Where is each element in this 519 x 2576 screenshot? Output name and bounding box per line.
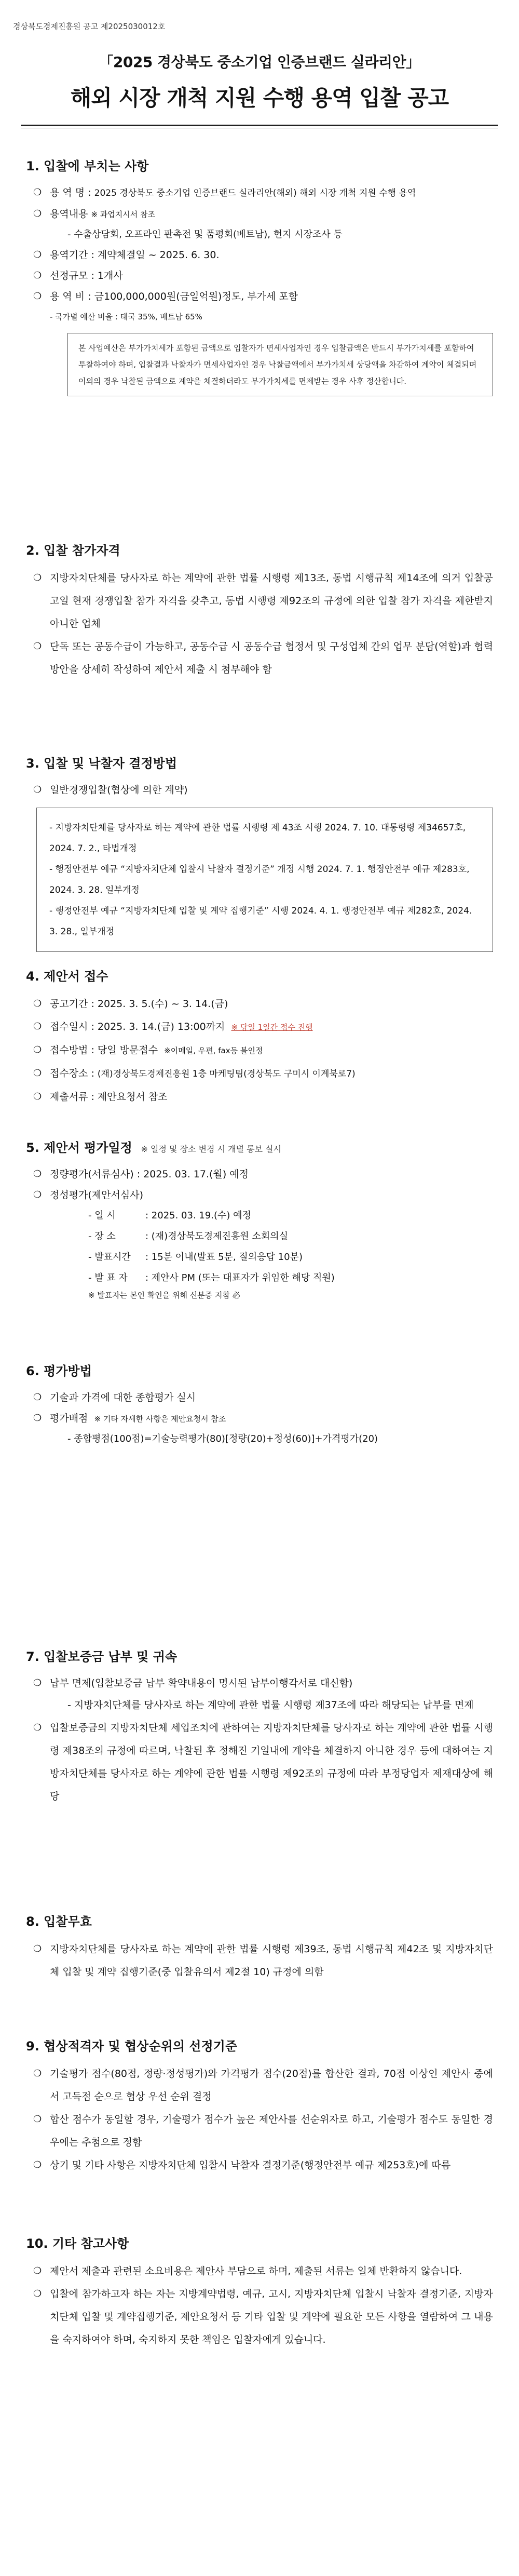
vat-notice-box: 본 사업예산은 부가가치세가 포함된 금액으로 입찰자가 면세사업자인 경우 입찰금액은 반드시 부가가치세를 포함하여 투찰하여야 하며, 입찰결과 낙찰자가 면세사업자인 경우 낙찰금액에서 부가가치세 상당액을 차감하여 계약이 체결되며 이외의 경우 낙찰된 금액으로 계약을 체결하더라도 부가가치세를 면제받는 경우 사후 정산합니다. <box>67 333 493 396</box>
budget-ratio: - 국가별 예산 비율 : 태국 35%, 베트남 65% <box>50 312 202 321</box>
section-7 <box>26 1646 493 1808</box>
list-sub-item: - 지방자치단체를 당사자로 하는 계약에 관한 법률 시행령 제37조에 따라 해당되는 납부를 면제 <box>67 1699 474 1711</box>
list-item: ❍ 납부 면제(입찰보증금 납부 확약내용이 명시된 납부이행각서로 대신함) <box>33 1678 353 1689</box>
list-item: ❍ 지방자치단체를 당사자로 하는 계약에 관한 법률 시행령 제13조, 동법 시행규칙 제14조에 의거 입찰공고일 현재 경쟁입찰 참가 자격을 갖추고, 동법 시행령 제92조의 규정에 의한 입찰 참가 자격을 제한받지 아니한 업체 <box>33 572 493 629</box>
section-9 <box>26 2036 493 2177</box>
eval-time: - 발표시간 : 15분 이내(발표 5분, 질의응답 10분) <box>88 1252 303 1263</box>
item-receipt-date: ❍ 접수일시 : 2025. 3. 14.(금) 13:00까지 ※ 당일 1일간 접수 진행 <box>33 1021 313 1032</box>
title-divider <box>21 125 498 128</box>
list-item: ❍ 기술평가 점수(80점, 정량·정성평가)와 가격평가 점수(20점)를 합산한 결과, 70점 이상인 제안사 중에서 고득점 순으로 협상 우선 순위 결정 <box>33 2068 493 2102</box>
list-item: ❍ 입찰에 참가하고자 하는 자는 지방계약법령, 예규, 고시, 지방자치단체 입찰시 낙찰자 결정기준, 지방자치단체 입찰 및 계약집행기준, 제안요청서 등 기타 입찰 및 계약에 필요한 모든 사항을 열람하여 그 내용을 숙지하여야 하며, 숙지하지 못한 책임은 입찰자에게 있습니다. <box>33 2288 493 2345</box>
section-heading: 2. 입찰 참가자격 <box>26 543 120 558</box>
item-cost: ❍ 용 역 비 : 금100,000,000원(금일억원)정도, 부가세 포함 <box>33 291 298 302</box>
section-heading: 5. 제안서 평가일정 <box>26 1141 132 1155</box>
section-heading: 6. 평가방법 <box>26 1364 92 1378</box>
section-heading: 9. 협상적격자 및 협상순위의 선정기준 <box>26 2039 237 2054</box>
list-item: ❍ 제안서 제출과 관련된 소요비용은 제안사 부담으로 하며, 제출된 서류는 일체 반환하지 않습니다. <box>33 2265 462 2277</box>
list-item: ❍ 상기 및 기타 사항은 지방자치단체 입찰시 낙찰자 결정기준(행정안전부 예규 제253호)에 따름 <box>33 2159 451 2171</box>
legal-basis-box: - 지방자치단체를 당사자로 하는 계약에 관한 법률 시행령 제 43조 시행 2024. 7. 10. 대통령령 제34657호, 2024. 7. 2., 타법개정 - 행정안전부 예규 “지방자치단체 입찰시 낙찰자 결정기준” 개정 시행 2024. 7. 1. 행정안전부 예규 제283호, 2024. 3. 28. 일부개정 - 행정안전부 예규 “지방자치단체 입찰 및 계약 집행기준” 시행 2024. 4. 1. 행정안전부 예규 제282호, 2024. 3. 28., 일부개정 <box>36 808 493 952</box>
section-6 <box>26 1361 493 1449</box>
list-item: ❍ 지방자치단체를 당사자로 하는 계약에 관한 법률 시행령 제39조, 동법 시행규칙 제42조 및 지방자치단체 입찰 및 계약 집행기준(중 입찰유의서 제2절 10) 규정에 의함 <box>33 1943 493 1978</box>
item-service-content: ❍ 용역내용 ※ 과업지시서 참조 <box>33 208 156 220</box>
section-heading: 10. 기타 참고사항 <box>26 2236 129 2251</box>
section-heading: 4. 제안서 접수 <box>26 969 108 984</box>
item-notice-period: ❍ 공고기간 : 2025. 3. 5.(수) ~ 3. 14.(금) <box>33 998 228 1010</box>
item-quant-eval: ❍ 정량평가(서류심사) : 2025. 03. 17.(월) 예정 <box>33 1169 249 1180</box>
section-heading: 1. 입찰에 부치는 사항 <box>26 159 149 173</box>
item-scale: ❍ 선정규모 : 1개사 <box>33 270 123 281</box>
title-block <box>15 51 504 112</box>
title-subtitle: 「2025 경상북도 중소기업 인증브랜드 실라리안」 <box>99 53 420 71</box>
list-item: ❍ 일반경쟁입찰(협상에 의한 계약) <box>33 784 188 796</box>
section-1 <box>26 156 493 396</box>
item-service-name: ❍ 용 역 명 : 2025 경상북도 중소기업 인증브랜드 실라리안(해외) 해외 시장 개척 지원 수행 용역 <box>33 187 416 198</box>
section-heading: 3. 입찰 및 낙찰자 결정방법 <box>26 756 177 771</box>
eval-presenter: - 발 표 자 : 제안사 PM (또는 대표자가 위임한 해당 직원) <box>88 1272 335 1283</box>
section-3 <box>26 753 493 952</box>
section-8 <box>26 1911 493 1983</box>
content-sub: - 수출상담회, 오프라인 판촉전 및 품평회(베트남), 현지 시장조사 등 <box>67 229 343 240</box>
item-period: ❍ 용역기간 : 계약체결일 ~ 2025. 6. 30. <box>33 249 220 261</box>
list-item: ❍ 평가배점 ※ 기타 자세한 사항은 제안요청서 참조 <box>33 1413 226 1424</box>
heading-note: ※ 일정 및 장소 변경 시 개별 통보 실시 <box>141 1144 282 1154</box>
section-heading: 7. 입찰보증금 납부 및 귀속 <box>26 1649 177 1664</box>
section-2 <box>26 540 493 681</box>
notice-number: 경상북도경제진흥원 공고 제2025030012호 <box>13 22 166 31</box>
section-4 <box>26 966 493 1108</box>
item-documents: ❍ 제출서류 : 제안요청서 참조 <box>33 1091 168 1103</box>
eval-note: ※ 발표자는 본인 확인을 위해 신분증 지참 必 <box>88 1291 240 1300</box>
list-item: ❍ 합산 점수가 동일할 경우, 기술평가 점수가 높은 제안사를 선순위자로 하고, 기술평가 점수도 동일한 경우에는 추첨으로 정함 <box>33 2114 493 2148</box>
list-item: ❍ 단독 또는 공동수급이 가능하고, 공동수급 시 공동수급 협정서 및 구성업체 간의 업무 분담(역할)과 협력방안을 상세히 작성하여 제안서 제출 시 첨부해야 함 <box>33 641 493 675</box>
section-heading: 8. 입찰무효 <box>26 1914 92 1929</box>
item-receipt-place: ❍ 접수장소 : (재)경상북도경제진흥원 1층 마케팅팀(경상북도 구미시 이계북로7) <box>33 1068 356 1079</box>
list-item: ❍ 입찰보증금의 지방자치단체 세입조치에 관하여는 지방자치단체를 당사자로 하는 계약에 관한 법률 시행령 제38조의 규정에 따르며, 낙찰된 후 정해진 기일내에 계약을 체결하지 아니한 경우 등에 대하여는 지방자치단체를 당사자로 하는 계약에 관한 법률 시행령 제92조의 규정에 따라 부정당업자 제재대상에 해당 <box>33 1722 493 1802</box>
list-item: ❍ 기술과 가격에 대한 종합평가 실시 <box>33 1392 196 1403</box>
score-formula: - 종합평점(100점)=기술능력평가(80)[정량(20)+정성(60)]+가격평가(20) <box>67 1433 378 1444</box>
section-10 <box>26 2233 493 2351</box>
item-qual-eval: ❍ 정성평가(제안서심사) <box>33 1189 144 1201</box>
page-title: 해외 시장 개척 지원 수행 용역 입찰 공고 <box>70 85 449 111</box>
section-5 <box>26 1137 493 1302</box>
item-receipt-method: ❍ 접수방법 : 당일 방문접수 ※이메일, 우편, fax등 불인정 <box>33 1044 263 1056</box>
eval-date: - 일 시 : 2025. 03. 19.(수) 예정 <box>88 1210 251 1221</box>
eval-place: - 장 소 : (재)경상북도경제진흥원 소회의실 <box>88 1231 288 1242</box>
